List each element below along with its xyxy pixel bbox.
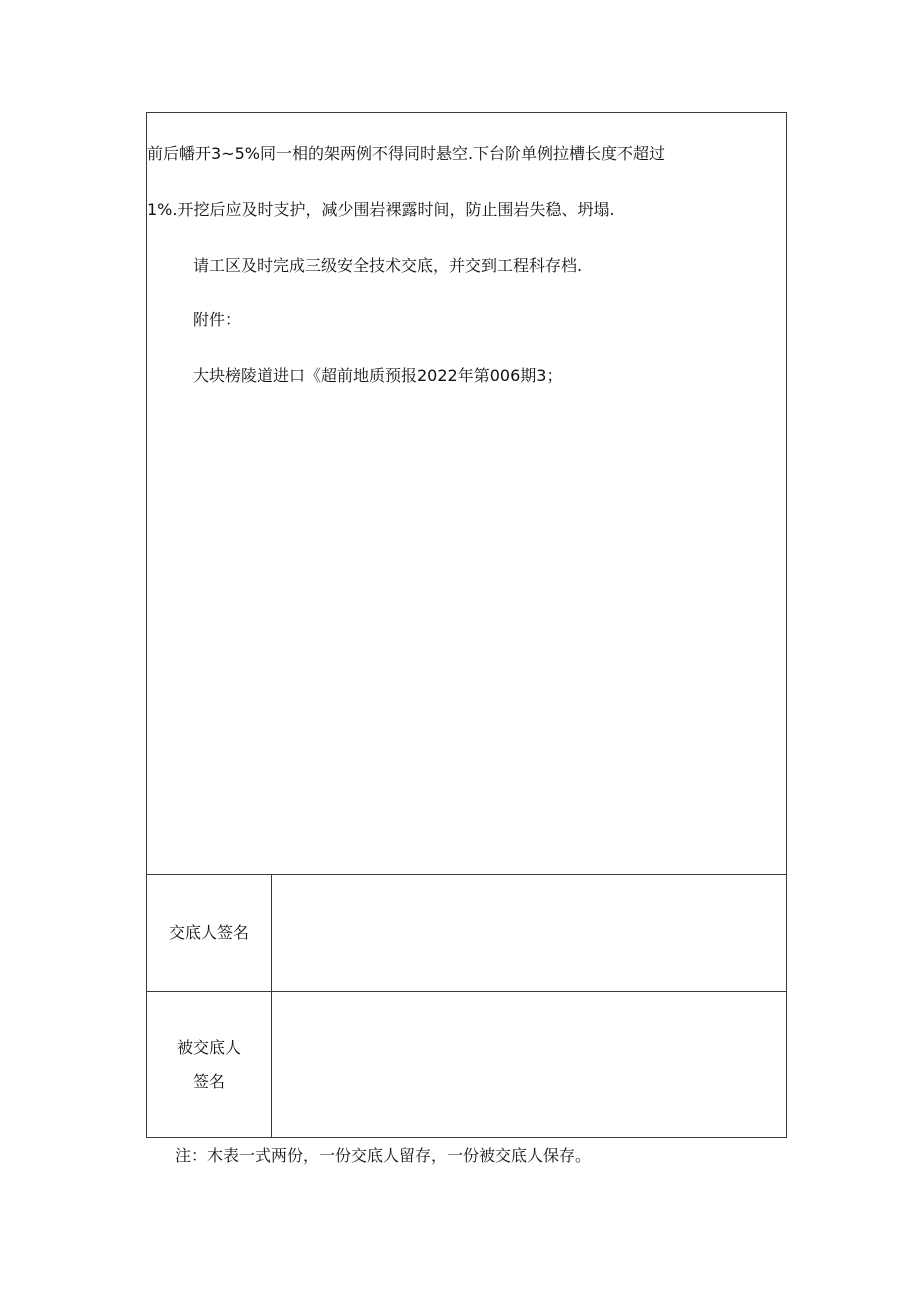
- recipient-label-line-1: 被交底人: [176, 1037, 241, 1057]
- content-line-3: 请工区及时完成三级安全技术交底，并交到工程科存档.: [193, 256, 583, 275]
- disclosure-table: [146, 112, 787, 1138]
- recipient-signature-row: [147, 992, 786, 1137]
- content-line-1: 前后幡开3~5%同一相的架两例不得同时悬空.下台阶单例拉槽长度不超过: [147, 144, 666, 163]
- recipient-signature-field[interactable]: [272, 992, 786, 1137]
- discloser-signature-row: [147, 874, 786, 992]
- discloser-label-text: 交底人签名: [168, 922, 249, 942]
- footer-note: 注：木表一式两份，一份交底人留存，一份被交底人保存。: [175, 1146, 592, 1165]
- attachment-heading: 附件：: [193, 310, 242, 329]
- discloser-signature-field[interactable]: [272, 874, 786, 991]
- content-line-2: 1%.开挖后应及时支护，减少围岩裸露时间，防止围岩失稳、坍塌.: [147, 200, 615, 219]
- attachment-item: 大块榜陵道进口《超前地质预报2022年第006期3；: [193, 366, 563, 385]
- recipient-signature-label: [147, 992, 272, 1137]
- discloser-signature-label: [147, 874, 272, 991]
- disclosure-content-cell: [147, 113, 786, 875]
- recipient-label-line-2: 签名: [192, 1071, 225, 1091]
